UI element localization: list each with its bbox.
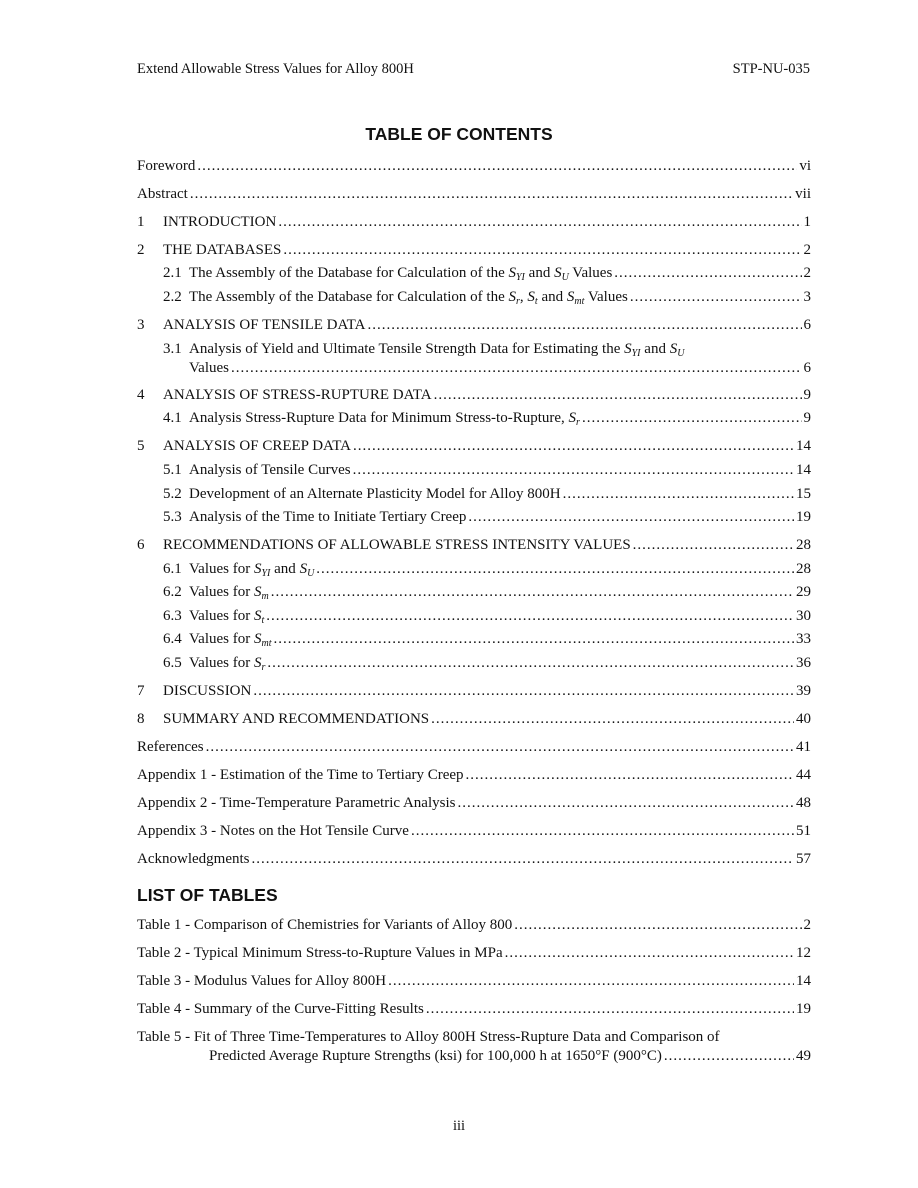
toc-entry-appendix-2[interactable]: Appendix 2 - Time-Temperature Parametric Analysis ..... 48 <box>137 793 811 813</box>
toc-entry-6-3[interactable]: 6.3 Values for $S_t$ ..... 30 <box>163 606 811 626</box>
toc-entry-introduction[interactable]: 1 INTRODUCTION ..... 1 <box>137 212 811 232</box>
toc-entry-acknowledgments[interactable]: Acknowledgments ..... 57 <box>137 849 811 869</box>
toc-entry-6-5[interactable]: 6.5 Values for $S_r$ ..... 36 <box>163 653 811 673</box>
toc-entry-6-4[interactable]: 6.4 Values for $S_{mt}$ ..... 33 <box>163 629 811 649</box>
toc-entry-3-1-line1[interactable]: 3.1 Analysis of Yield and Ultimate Tensile Strength Data for Estimating the $S_{YI}$ and $S_U$ <box>163 341 685 359</box>
page-title: TABLE OF CONTENTS <box>365 124 553 144</box>
toc-entry-appendix-1[interactable]: Appendix 1 - Estimation of the Time to Tertiary Creep ..... 44 <box>137 765 811 785</box>
table-entry-3[interactable]: Table 3 - Modulus Values for Alloy 800H ..... 14 <box>137 971 811 991</box>
toc-entry-2-1[interactable]: 2.1 The Assembly of the Database for Calculation of the $S_{YI}$ and $S_U$ Values ..... 2 <box>163 263 811 283</box>
toc-entry-6-1[interactable]: 6.1 Values for $S_{YI}$ and $S_U$ ..... 28 <box>163 559 811 579</box>
table-entry-1[interactable]: Table 1 - Comparison of Chemistries for Variants of Alloy 800 ..... 2 <box>137 915 811 935</box>
table-entry-2[interactable]: Table 2 - Typical Minimum Stress-to-Rupture Values in MPa ..... 12 <box>137 943 811 963</box>
toc-entry-stress-rupture[interactable]: 4 ANALYSIS OF STRESS-RUPTURE DATA ..... 9 <box>137 385 811 405</box>
toc-entry-5-3[interactable]: 5.3 Analysis of the Time to Initiate Tertiary Creep ..... 19 <box>163 507 811 527</box>
list-of-tables-heading: LIST OF TABLES <box>137 885 278 905</box>
toc-entry-creep-data[interactable]: 5 ANALYSIS OF CREEP DATA ..... 14 <box>137 436 811 456</box>
toc-entry-5-2[interactable]: 5.2 Development of an Alternate Plasticity Model for Alloy 800H ..... 15 <box>163 484 811 504</box>
running-header-title: Extend Allowable Stress Values for Alloy 800H <box>137 61 414 77</box>
toc-entry-references[interactable]: References ..... 41 <box>137 737 811 757</box>
table-entry-4[interactable]: Table 4 - Summary of the Curve-Fitting Results ..... 19 <box>137 999 811 1019</box>
toc-entry-3-1-line2[interactable]: Values ..... 6 <box>189 358 811 378</box>
table-entry-5-line2[interactable]: Predicted Average Rupture Strengths (ksi) for 100,000 h at 1650°F (900°C) ..... 49 <box>209 1046 811 1066</box>
toc-entry-4-1[interactable]: 4.1 Analysis Stress-Rupture Data for Minimum Stress-to-Rupture, $S_r$ ..... 9 <box>163 408 811 428</box>
toc-entry-databases[interactable]: 2 THE DATABASES ..... 2 <box>137 240 811 260</box>
toc-entry-abstract[interactable]: Abstract ..... vii <box>137 184 811 204</box>
toc-entry-foreword[interactable]: Foreword ..... vi <box>137 156 811 176</box>
toc-entry-2-2[interactable]: 2.2 The Assembly of the Database for Calculation of the $S_r$, $S_t$ and $S_{mt}$ Values ..... 3 <box>163 287 811 307</box>
page-number: iii <box>452 1118 466 1134</box>
toc-entry-appendix-3[interactable]: Appendix 3 - Notes on the Hot Tensile Curve ..... 51 <box>137 821 811 841</box>
toc-entry-5-1[interactable]: 5.1 Analysis of Tensile Curves ..... 14 <box>163 460 811 480</box>
toc-entry-recommendations[interactable]: 6 RECOMMENDATIONS OF ALLOWABLE STRESS INTENSITY VALUES ..... 28 <box>137 535 811 555</box>
toc-entry-discussion[interactable]: 7 DISCUSSION ..... 39 <box>137 681 811 701</box>
table-entry-5-line1[interactable]: Table 5 - Fit of Three Time-Temperatures to Alloy 800H Stress-Rupture Data and Comparison of <box>137 1029 720 1045</box>
toc-entry-tensile-data[interactable]: 3 ANALYSIS OF TENSILE DATA ..... 6 <box>137 315 811 335</box>
toc-entry-6-2[interactable]: 6.2 Values for $S_m$ ..... 29 <box>163 582 811 602</box>
running-header-doc-id: STP-NU-035 <box>732 61 810 77</box>
toc-entry-summary[interactable]: 8 SUMMARY AND RECOMMENDATIONS ..... 40 <box>137 709 811 729</box>
